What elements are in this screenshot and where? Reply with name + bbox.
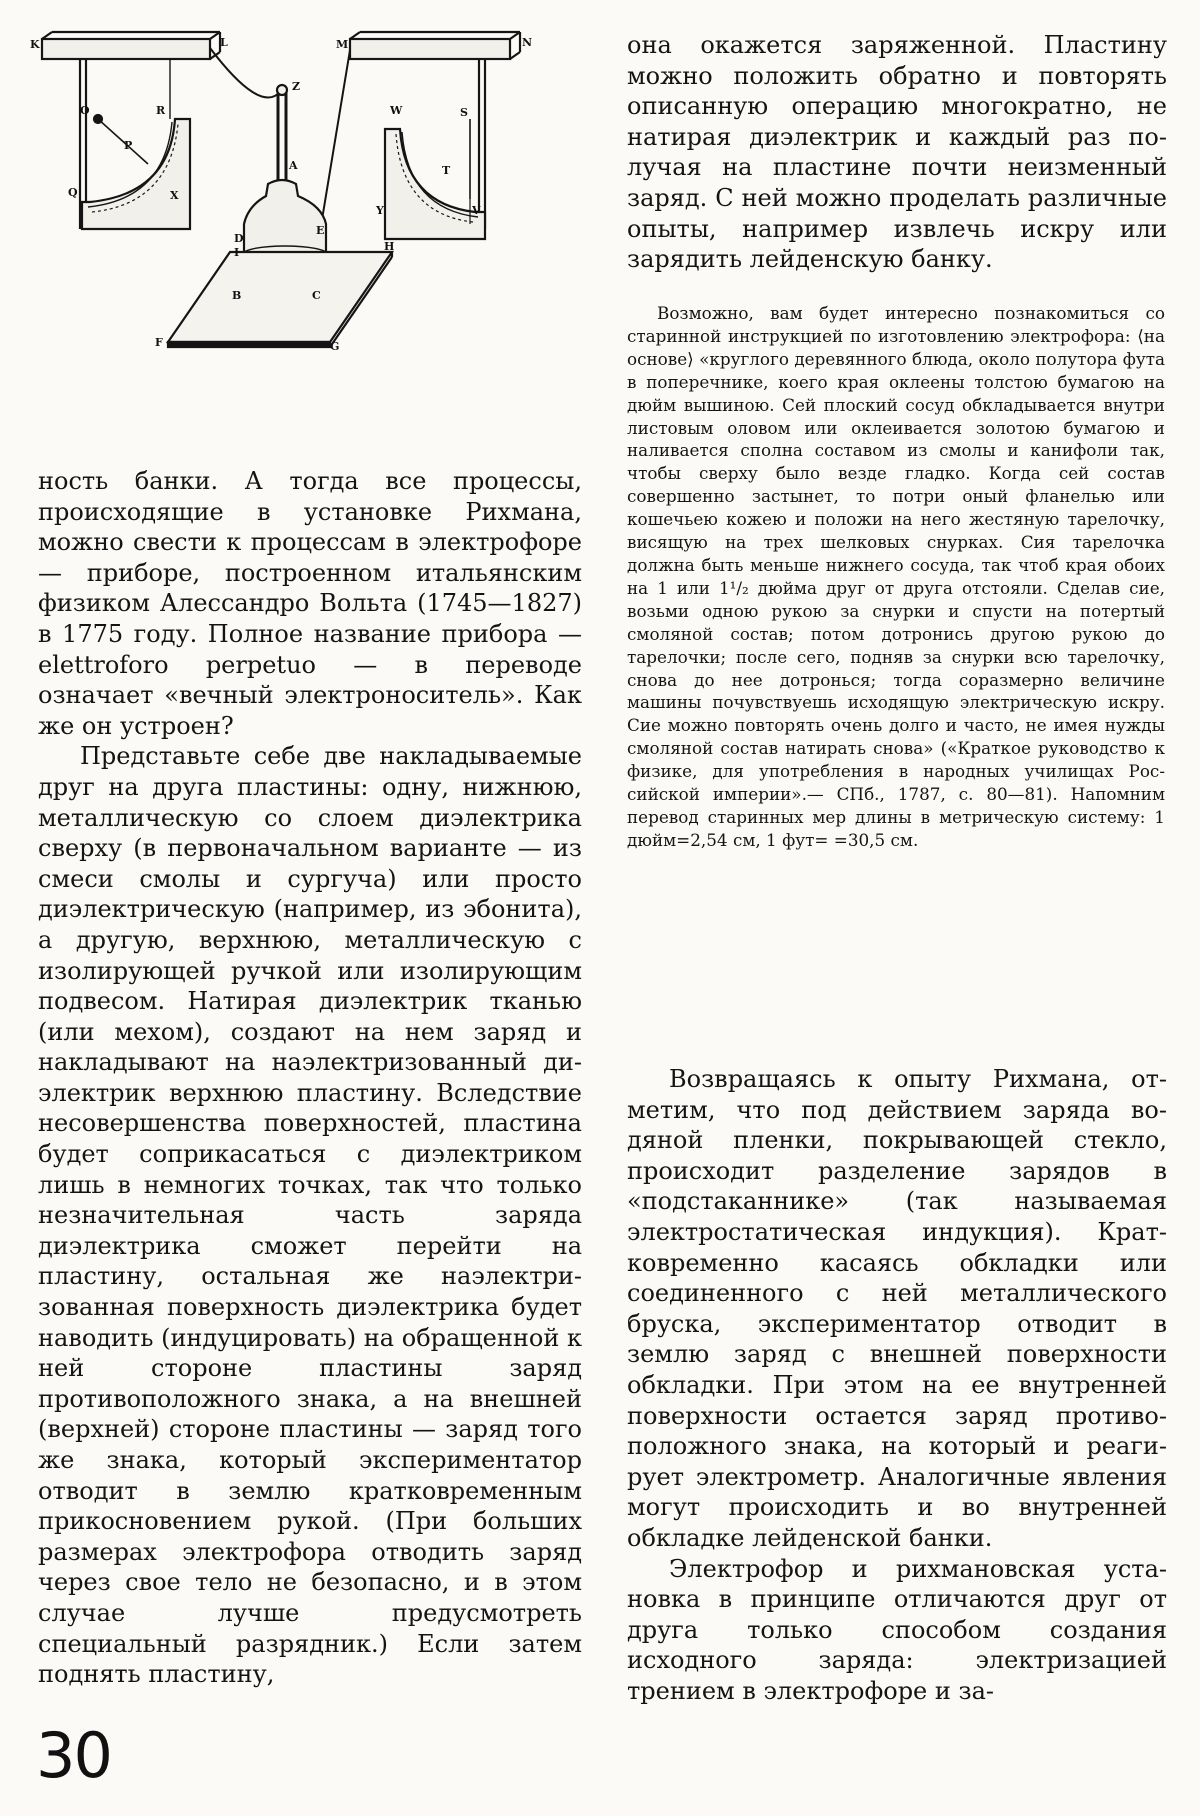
label-X: X [170, 189, 179, 202]
label-V: V [472, 204, 481, 217]
label-N: N [522, 36, 533, 49]
right-column-top [627, 30, 1167, 275]
label-E: E [316, 224, 325, 237]
label-C: C [312, 289, 321, 302]
paragraph-comparison: Электрофор и рихмановская установка в принципе отличаются друг от друга только способом создания исходного заряда: электризацией трением в электрофоре и за- [627, 1554, 1167, 1705]
label-M: M [336, 38, 349, 51]
paragraph-electrophorus-description: Представьте себе две накладываемые друг на друга пластины: одну, нижнюю, металлическую со слоем диэлектрика сверху (в первоначальном варианте — из смеси смолы и сургуча) или просто диэлектрическую (например, из эбонита), а другую, верхнюю, металлическую с изолирующей ручкой или изолирующим подвесом. Натирая диэлектрик тканью (или мехом), создают на нем заряд и накладывают на наэлектризованный диэлектрик верхнюю пластину. Вследствие несовершенства поверхностей, пластина будет соприкасаться с диэлектриком лишь в немногих точках, так что только незначительная часть заряда диэлектрика сможет перейти на пластину, остальная же наэлектризованная поверхность диэлектрика будет наводить (индуцировать) на обращенной к ней стороне пластины заряд противоположного знака, а на внешней (верхней) стороне пластины — заряд того же знака, который экспериментатор отводит в землю кратковременным прикосновением рукой. (При больших размерах электрофора отводить заряд через свое тело не безопасно, и в этом случае лучше предусмотреть специальный разрядник.) Если затем поднять пластину, [38, 742, 582, 1689]
label-O: O [80, 104, 90, 117]
richmann-apparatus-figure [30, 24, 610, 424]
beam-right [350, 39, 510, 59]
historical-instruction-note: Возможно, вам будет интересно познакомиться со старинной инструкцией по изготовлению электрофора: ⟨на основе⟩ «круглого деревянного блюда, около полутора фута в поперечнике, коего края оклеены толстою бумагою на дюйм вышиною. Сей плоский сосуд обкладывается внутри листовым оловом или оклеивается золотою бумагою и наливается сполна составом из смолы и канифоли так, чтобы сверху было везде гладко. Когда сей состав совершенно застынет, то потри оный фланелью или кошечьею кожею и положи на него жестяную тарелочку, висящую на трех шелковых снурках. Сия тарелочка должна быть меньше нижнего сосуда, так чтоб края обоих на 1 или 1¹/₂ дюйма друг от друга отстояли. Сделав сие, возьми одною рукою за снурки и спусти на потертый смоляной состав; потом дотронись другою рукою до тарелочки; после сего, подняв за снурки всю тарелочку, снова до нее дотронься; тогда соразмерно величине машины почувствуешь исходящую электрическую искру. Сие можно повторять очень долго и часто, не имея нужды смоляной состав натирать снова» («Краткое руководство к физике, для употребления в народных училищах Российской империи».— СПб., 1787, с. 80—81). Напомним перевод старинных мер длины в метрическую систему: 1 дюйм=2,54 см, 1 фут= =30,5 см. [627, 303, 1165, 850]
label-D: D [234, 232, 244, 245]
label-Q: Q [68, 186, 78, 199]
paragraph-plate-charged: она окажется заряженной. Пластину можно положить обратно и повторять описанную операцию многократно, не натирая диэлектрик и каждый раз получая на пластине почти неизменный заряд. С ней можно проделать различные опыты, например извлечь искру или зарядить лейденскую банку. [627, 31, 1167, 274]
label-K: K [30, 38, 40, 51]
right-column-bottom [627, 1064, 1167, 1706]
left-column [38, 466, 582, 1690]
label-I: I [234, 246, 240, 259]
label-W: W [390, 104, 403, 117]
label-A: A [289, 159, 298, 172]
label-P: P [124, 139, 133, 152]
paragraph-electrophorus-intro: ность банки. А тогда все процессы, происходящие в установке Рихмана, можно свести к процессам в электрофоре — приборе, построенном итальянским физиком Алессандро Вольта (1745—1827) в 1775 году. Полное название прибора — elettroforo perpetuo — в переводе означает «вечный электроноситель». Как же он устроен? [38, 467, 582, 740]
page-number: 30 [36, 1719, 111, 1792]
label-G: G [330, 340, 340, 353]
beam-left [42, 39, 210, 59]
label-L: L [220, 36, 228, 49]
label-Y: Y [376, 204, 384, 217]
label-B: B [232, 289, 242, 302]
label-T: T [442, 164, 451, 177]
label-H: H [384, 240, 395, 253]
label-Z: Z [292, 80, 301, 93]
label-F: F [155, 336, 163, 349]
paragraph-richmann-experiment: Возвращаясь к опыту Рихмана, отметим, что под действием заряда водяной пленки, покрывающей стекло, происходит разделение зарядов в «подстаканнике» (так называемая электростатическая индукция). Кратковременно касаясь обкладки или соединенного с ней металлического бруска, экспериментатор отводит в землю заряд с внешней поверхности обкладки. При этом на ее внутренней поверхности остается заряд противоположного знака, на который и реагирует электрометр. Аналогичные явления могут происходить и во внутренней обкладке лейденской банки. [627, 1065, 1167, 1552]
label-S: S [460, 106, 468, 119]
label-R: R [156, 104, 166, 117]
